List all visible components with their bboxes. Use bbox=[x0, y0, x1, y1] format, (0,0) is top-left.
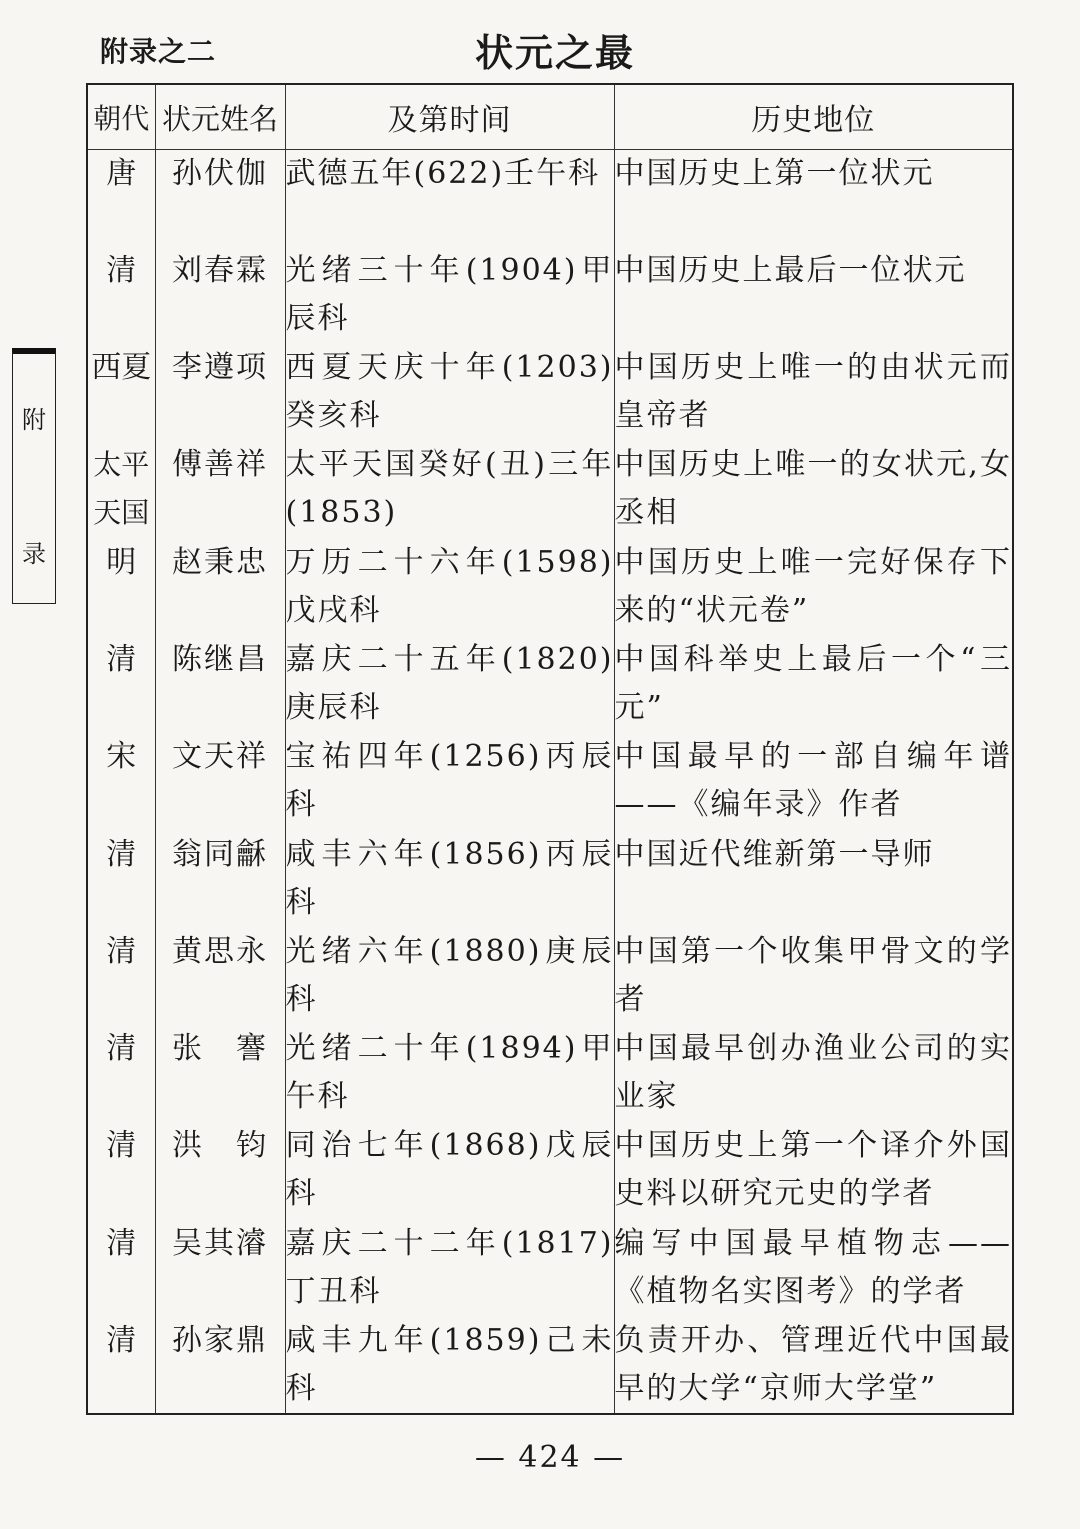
dynasty-cell: 清 bbox=[87, 1025, 155, 1122]
column-header-time: 及第时间 bbox=[285, 84, 614, 150]
time-cell: 光绪三十年(1904)甲辰科 bbox=[285, 247, 614, 344]
position-cell: 中国历史上第一个译介外国史料以研究元史的学者 bbox=[614, 1122, 1013, 1219]
dynasty-cell: 清 bbox=[87, 831, 155, 928]
position-cell: 中国近代维新第一导师 bbox=[614, 831, 1013, 928]
table-row bbox=[87, 539, 1013, 636]
position-cell: 中国科举史上最后一个“三元” bbox=[614, 636, 1013, 733]
time-cell: 宝祐四年(1256)丙辰科 bbox=[285, 733, 614, 830]
name-cell: 陈继昌 bbox=[155, 636, 285, 733]
time-cell: 咸丰九年(1859)己未科 bbox=[285, 1317, 614, 1414]
dynasty-cell: 清 bbox=[87, 1317, 155, 1414]
time-cell: 咸丰六年(1856)丙辰科 bbox=[285, 831, 614, 928]
dynasty-cell: 宋 bbox=[87, 733, 155, 830]
time-cell: 万历二十六年(1598)戊戌科 bbox=[285, 539, 614, 636]
name-cell: 孙家鼎 bbox=[155, 1317, 285, 1414]
table-body bbox=[87, 150, 1013, 1415]
column-header-name: 状元姓名 bbox=[155, 84, 285, 150]
position-cell: 中国历史上唯一完好保存下来的“状元卷” bbox=[614, 539, 1013, 636]
section-label: 附录之二 bbox=[100, 35, 217, 68]
name-cell: 吴其濬 bbox=[155, 1220, 285, 1317]
name-cell: 翁同龢 bbox=[155, 831, 285, 928]
dynasty-cell: 明 bbox=[87, 539, 155, 636]
table-row bbox=[87, 150, 1013, 247]
side-tab-bottom-char: 录 bbox=[22, 540, 46, 568]
side-tab bbox=[12, 348, 56, 604]
position-cell: 编写中国最早植物志——《植物名实图考》的学者 bbox=[614, 1220, 1013, 1317]
name-cell: 洪 钧 bbox=[155, 1122, 285, 1219]
table-row bbox=[87, 441, 1013, 538]
name-cell: 张 謇 bbox=[155, 1025, 285, 1122]
time-cell: 武德五年(622)壬午科 bbox=[285, 150, 614, 247]
time-cell: 嘉庆二十二年(1817)丁丑科 bbox=[285, 1220, 614, 1317]
table-row bbox=[87, 344, 1013, 441]
name-cell: 文天祥 bbox=[155, 733, 285, 830]
dynasty-cell: 清 bbox=[87, 247, 155, 344]
dynasty-cell: 西夏 bbox=[87, 344, 155, 441]
dynasty-cell: 清 bbox=[87, 1122, 155, 1219]
position-cell: 中国历史上第一位状元 bbox=[614, 150, 1013, 247]
table-row bbox=[87, 1317, 1013, 1414]
side-tab-top-char: 附 bbox=[22, 406, 46, 434]
table-row bbox=[87, 636, 1013, 733]
column-header-position: 历史地位 bbox=[614, 84, 1013, 150]
zhuangyuan-table bbox=[86, 83, 1014, 1415]
column-header-dynasty: 朝代 bbox=[87, 84, 155, 150]
page-number: — 424 — bbox=[474, 1440, 626, 1475]
time-cell: 同治七年(1868)戊辰科 bbox=[285, 1122, 614, 1219]
time-cell: 嘉庆二十五年(1820)庚辰科 bbox=[285, 636, 614, 733]
name-cell: 李遵项 bbox=[155, 344, 285, 441]
dynasty-cell: 唐 bbox=[87, 150, 155, 247]
position-cell: 中国历史上唯一的女状元,女丞相 bbox=[614, 441, 1013, 538]
name-cell: 黄思永 bbox=[155, 928, 285, 1025]
position-cell: 中国最早的一部自编年谱——《编年录》作者 bbox=[614, 733, 1013, 830]
dynasty-cell: 清 bbox=[87, 1220, 155, 1317]
table-row bbox=[87, 1122, 1013, 1219]
dynasty-cell: 太平天国 bbox=[87, 441, 155, 538]
table-row bbox=[87, 1025, 1013, 1122]
table-row bbox=[87, 1220, 1013, 1317]
table-row bbox=[87, 831, 1013, 928]
time-cell: 太平天国癸好(丑)三年(1853) bbox=[285, 441, 614, 538]
time-cell: 光绪二十年(1894)甲午科 bbox=[285, 1025, 614, 1122]
table-header-row bbox=[87, 84, 1013, 150]
name-cell: 刘春霖 bbox=[155, 247, 285, 344]
time-cell: 西夏天庆十年(1203)癸亥科 bbox=[285, 344, 614, 441]
position-cell: 中国最早创办渔业公司的实业家 bbox=[614, 1025, 1013, 1122]
position-cell: 负责开办、管理近代中国最早的大学“京师大学堂” bbox=[614, 1317, 1013, 1414]
name-cell: 赵秉忠 bbox=[155, 539, 285, 636]
position-cell: 中国历史上唯一的由状元而皇帝者 bbox=[614, 344, 1013, 441]
table-row bbox=[87, 928, 1013, 1025]
table-row bbox=[87, 247, 1013, 344]
dynasty-cell: 清 bbox=[87, 636, 155, 733]
position-cell: 中国历史上最后一位状元 bbox=[614, 247, 1013, 344]
dynasty-cell: 清 bbox=[87, 928, 155, 1025]
time-cell: 光绪六年(1880)庚辰科 bbox=[285, 928, 614, 1025]
table-row bbox=[87, 733, 1013, 830]
name-cell: 孙伏伽 bbox=[155, 150, 285, 247]
position-cell: 中国第一个收集甲骨文的学者 bbox=[614, 928, 1013, 1025]
page-title: 状元之最 bbox=[474, 31, 635, 75]
name-cell: 傅善祥 bbox=[155, 441, 285, 538]
